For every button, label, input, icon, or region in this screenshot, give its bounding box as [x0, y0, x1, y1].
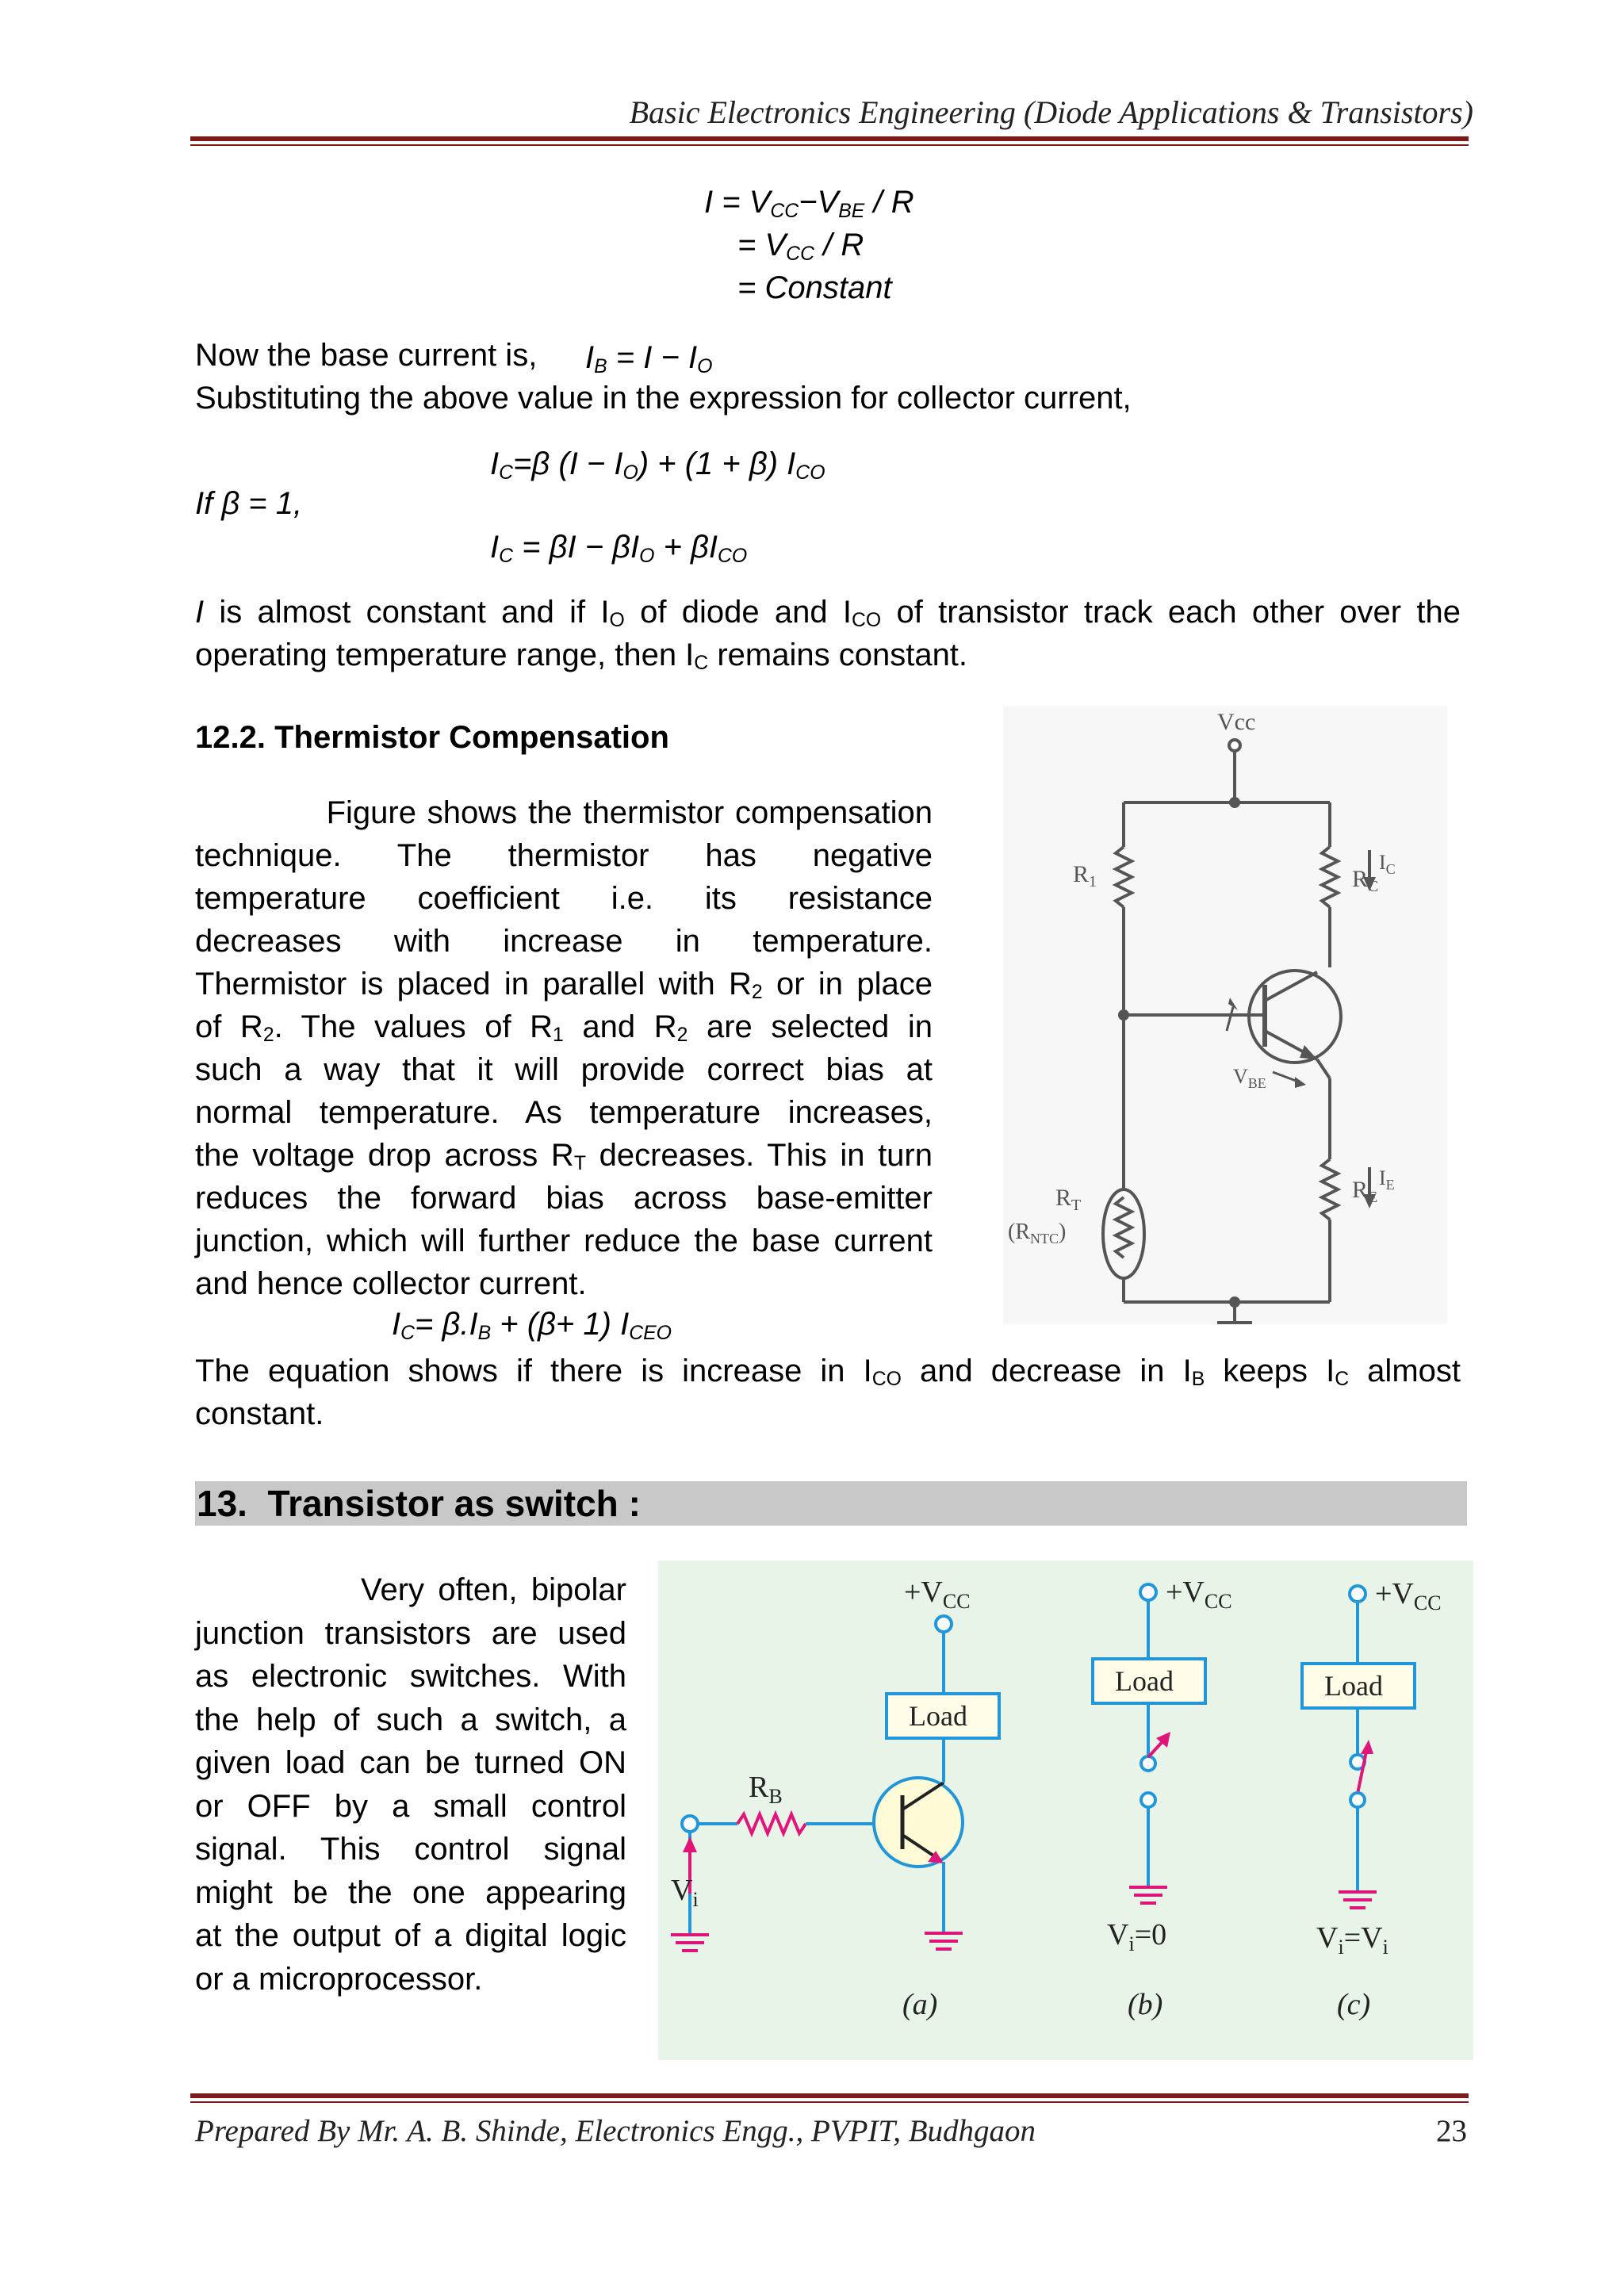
thermistor-circuit-diagram — [1003, 706, 1447, 1324]
thermistor-paragraph-line: normal temperature. As temperature increases, — [195, 1095, 933, 1130]
transistor-switch-figure — [658, 1561, 1473, 2060]
thermistor-paragraph-line: the voltage drop across $R_T$ decreases. This in turn — [195, 1138, 933, 1174]
ic-equation-2: $I_C = \beta I - \beta I_O + \beta I_{CO}$ — [490, 530, 748, 568]
switch-paragraph-line: might be the one appearing — [195, 1875, 626, 1910]
thermistor-paragraph-line: junction, which will further reduce the base current — [195, 1224, 933, 1258]
conclusion-line2: constant. — [195, 1396, 324, 1431]
svg-text:Vi=0: $V_i=0$ — [1107, 1918, 1167, 1955]
rntc-label: $(R_{NTC})$ — [1008, 1220, 1067, 1247]
thermistor-heading: 12.2. Thermistor Compensation — [195, 720, 669, 755]
substituting-text: Substituting the above value in the expression for collector current, — [195, 381, 1132, 416]
load-label-c: Load — [1324, 1670, 1383, 1702]
switch-paragraph-line: as electronic switches. With — [195, 1659, 626, 1694]
figure-panel — [658, 1561, 1473, 2060]
base-current-lead: Now the base current is, — [195, 338, 538, 373]
vcc-terminal — [1229, 740, 1240, 751]
switch-paragraph-line: or OFF by a small control — [195, 1788, 626, 1824]
svg-text:+VCC: $+V_{CC}$ — [1375, 1577, 1442, 1614]
thermistor-paragraph-line: Figure shows the thermistor compensation — [195, 795, 933, 830]
base-current-expr: $I_B = I - I_O$ — [585, 340, 713, 378]
switch-paragraph-line: the help of such a switch, a — [195, 1702, 626, 1737]
constant-para-line2: operating temperature range, then $I_C$ remains constant. — [195, 638, 968, 674]
equation-vcc-r: = $V_{CC}$ / R — [737, 228, 864, 266]
thermistor-ic-equation: $I_C= \beta.I_B + (\beta+ 1)$ $I_{CEO}$ — [392, 1307, 672, 1345]
header-rule-thin — [190, 144, 1469, 146]
page-number: 23 — [1436, 2114, 1467, 2148]
svg-text:+VCC: $+V_{CC}$ — [904, 1576, 971, 1613]
header-rule-thick — [190, 136, 1469, 141]
switch-paragraph-line: Very often, bipolar — [195, 1572, 626, 1607]
svg-text:Vi=Vi: $V_i=V_i$ — [1316, 1921, 1388, 1959]
svg-text:Vi: $V_i$ — [671, 1874, 699, 1911]
footer-rule-thin — [190, 2101, 1469, 2103]
switch-paragraph-line: at the output of a digital logic — [195, 1918, 626, 1953]
running-header: Basic Electronics Engineering (Diode Applications & Transistors) — [629, 94, 1473, 130]
equation-i: $I = V_{CC}-V_{BE} / R$ — [704, 185, 914, 223]
load-label-a: Load — [909, 1700, 967, 1732]
footer-rule-thick — [190, 2093, 1469, 2098]
if-beta-text: If β = 1, — [195, 486, 303, 521]
svg-text:RB: $R_B$ — [749, 1771, 783, 1808]
switch-paragraph-line: given load can be turned ON — [195, 1745, 626, 1780]
switch-paragraph-line: signal. This control signal — [195, 1832, 626, 1867]
switch-paragraph-line: junction transistors are used — [195, 1615, 626, 1651]
thermistor-paragraph-line: of $R_2$. The values of $R_1$ and $R_2$ are selected in — [195, 1009, 933, 1046]
conclusion-line1: The equation shows if there is increase in $I_{CO}$ and decrease in $I_B$ keeps $I_C$ almost — [195, 1354, 1461, 1390]
thermistor-paragraph-line: reduces the forward bias across base-emitter — [195, 1181, 933, 1216]
vbe-label: $V_{BE}$ — [1233, 1065, 1266, 1091]
switch-paragraph-line: or a microprocessor. — [195, 1961, 483, 1997]
thermistor-paragraph-line: temperature coefficient i.e. its resistance — [195, 881, 933, 916]
ic-label: $I_C$ — [1379, 851, 1396, 877]
ie-label: $I_E$ — [1379, 1166, 1395, 1193]
caption-b: (b) — [1128, 1988, 1163, 2021]
equation-constant: = Constant — [737, 270, 892, 305]
constant-para-line1: I is almost constant and if $I_O$ of diode and $I_{CO}$ of transistor track each other over the — [195, 595, 1461, 631]
thermistor-paragraph — [195, 791, 933, 1305]
rt-label: $R_T$ — [1055, 1185, 1082, 1214]
load-label-b: Load — [1115, 1665, 1174, 1697]
thermistor-paragraph-line: such a way that it will provide correct bias at — [195, 1052, 933, 1087]
thermistor-paragraph-line: Thermistor is placed in parallel with $R_2$ or in place — [195, 967, 933, 1003]
rc-label: $R_C$ — [1352, 866, 1379, 895]
transistor-a — [874, 1778, 963, 1867]
thermistor-paragraph-line: technique. The thermistor has negative — [195, 838, 933, 873]
thermistor-paragraph-line: and hence collector current. — [195, 1266, 587, 1301]
caption-c: (c) — [1337, 1988, 1371, 2021]
r1-label: $R_1$ — [1073, 861, 1097, 890]
footer-credit: Prepared By Mr. A. B. Shinde, Electronics Engg., PVPIT, Budhgaon — [195, 2114, 1036, 2148]
section-title: 13. Transistor as switch : — [197, 1483, 641, 1524]
thermistor-paragraph-line: decreases with increase in temperature. — [195, 924, 933, 959]
vcc-label: Vcc — [1217, 709, 1256, 735]
caption-a: (a) — [902, 1988, 938, 2021]
svg-text:+VCC: $+V_{CC}$ — [1166, 1576, 1232, 1613]
re-label: $R_E$ — [1352, 1177, 1378, 1206]
switch-paragraph — [195, 1568, 626, 2001]
ic-equation-1: $I_C=\beta$ $(I - I_O) + (1 + \beta)$ $I_{CO}$ — [490, 446, 825, 484]
